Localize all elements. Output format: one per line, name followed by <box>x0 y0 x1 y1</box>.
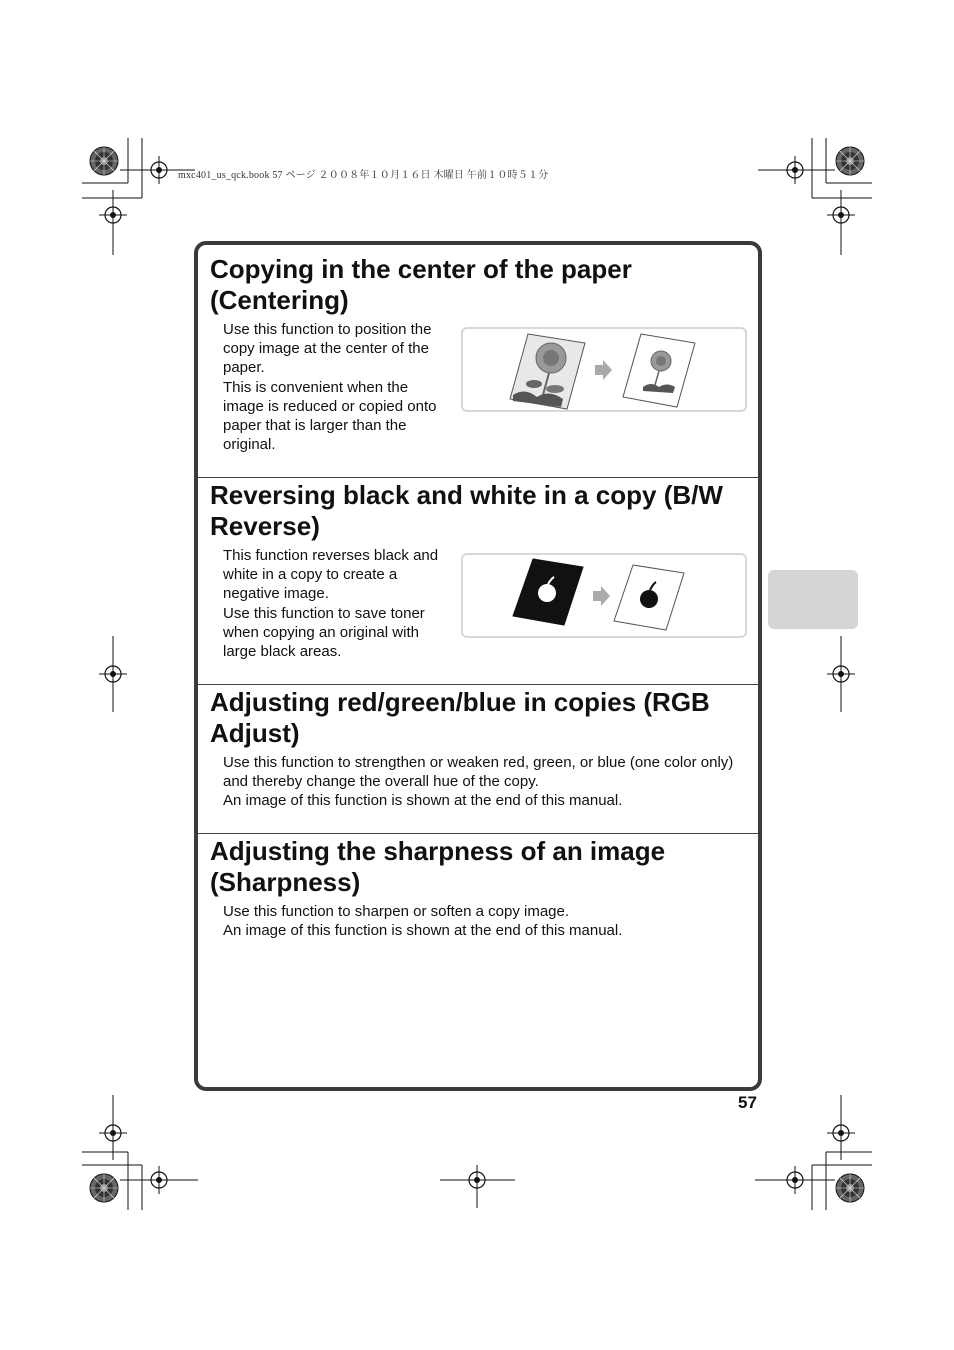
paragraph: Use this function to strengthen or weaken red, green, or blue (one color only) and thereby change the overall hue of the copy. <box>223 754 734 791</box>
apple-positive-icon <box>614 565 684 630</box>
content-frame <box>194 241 762 1091</box>
section-bw-reverse <box>198 478 758 684</box>
page-number: 57 <box>738 1093 757 1112</box>
apple-negative-icon <box>513 559 583 625</box>
sunflower-centered-icon <box>623 334 695 407</box>
section-body <box>223 546 448 661</box>
paragraph: An image of this function is shown at the end of this manual. <box>223 922 623 940</box>
section-title: Copying in the center of the paper (Centering) <box>210 254 632 315</box>
section-title: Reversing black and white in a copy (B/W Reverse) <box>210 480 723 541</box>
sunflower-original-icon <box>510 334 585 409</box>
section-body <box>223 753 748 811</box>
color-rosette-mark <box>90 147 118 175</box>
section-title: Adjusting red/green/blue in copies (RGB Adjust) <box>210 687 710 748</box>
section-centering <box>198 245 758 477</box>
centering-illustration <box>461 327 747 412</box>
print-header-stamp: mxc401_us_qck.book 57 ページ ２００８年１０月１６日 木曜日 午前１０時５１分 <box>178 170 549 181</box>
color-rosette-mark <box>836 1174 864 1202</box>
paragraph: This is convenient when the image is reduced or copied onto paper that is larger than the original. <box>223 378 437 454</box>
section-title: Adjusting the sharpness of an image (Sharpness) <box>210 836 666 897</box>
paragraph: This function reverses black and white in a copy to create a negative image. <box>223 547 439 603</box>
bw-reverse-illustration <box>461 553 747 638</box>
section-body <box>223 902 748 940</box>
paragraph: Use this function to position the copy image at the center of the paper. <box>223 321 432 377</box>
color-rosette-mark <box>90 1174 118 1202</box>
section-body <box>223 320 448 454</box>
crop-marks-top <box>82 138 872 198</box>
arrow-right-icon <box>593 586 610 606</box>
section-sharpness <box>198 834 758 1074</box>
color-rosette-mark <box>836 147 864 175</box>
paragraph: An image of this function is shown at the end of this manual. <box>223 792 623 810</box>
paragraph: Use this function to sharpen or soften a copy image. <box>223 903 570 920</box>
section-rgb-adjust <box>198 685 758 833</box>
paragraph: Use this function to save toner when copying an original with large black areas. <box>223 604 425 661</box>
arrow-right-icon <box>595 360 612 380</box>
chapter-side-tab <box>768 570 858 629</box>
